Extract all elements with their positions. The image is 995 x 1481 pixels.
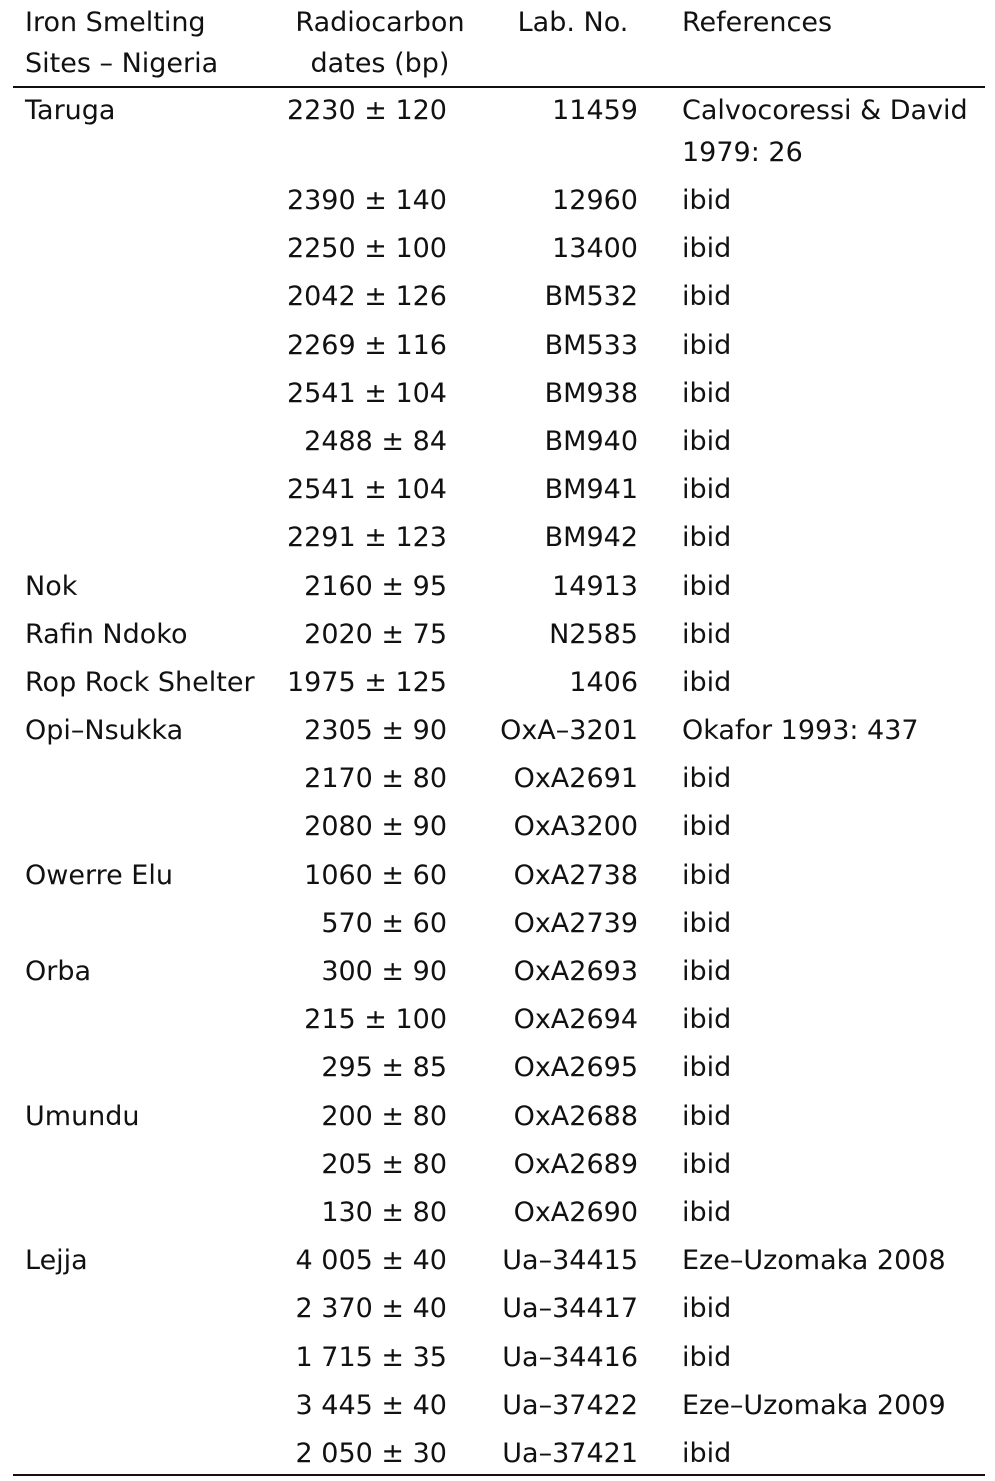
table-row (13, 1096, 985, 1144)
table-row (13, 566, 985, 614)
reference-cell: ibid (682, 859, 732, 891)
date-cell: 2269 ± 116 (286, 329, 447, 361)
date-cell: 2020 ± 75 (304, 618, 447, 650)
reference-cell: ibid (682, 1148, 732, 1180)
date-cell: 2 050 ± 30 (295, 1437, 447, 1469)
table-row (13, 1385, 985, 1433)
table-row (13, 469, 985, 517)
table-row (13, 758, 985, 806)
header-site-line2: Sites – Nigeria (25, 48, 219, 79)
site-cell: Opi–Nsukka (25, 715, 184, 747)
reference-cell: ibid (682, 666, 732, 698)
header-site (25, 2, 275, 84)
lab-no-cell: OxA2688 (513, 1100, 638, 1132)
date-cell: 2305 ± 90 (304, 715, 447, 747)
date-cell: 1 715 ± 35 (295, 1341, 447, 1373)
table-row (13, 1047, 985, 1095)
site-cell: Nok (25, 570, 78, 602)
reference-cell: ibid (682, 1100, 732, 1132)
date-cell: 4 005 ± 40 (295, 1245, 447, 1277)
reference-cell: ibid (682, 185, 732, 216)
table-row (13, 421, 985, 469)
site-cell: Orba (25, 956, 92, 987)
site-cell: Owerre Elu (25, 859, 173, 891)
reference-cell: Okafor 1993: 437 (682, 715, 919, 747)
date-cell: 2541 ± 104 (286, 474, 447, 506)
table-row (13, 276, 985, 324)
lab-no-cell: BM941 (544, 474, 638, 506)
header-site-line1: Iron Smelting (25, 7, 206, 38)
lab-no-cell: 12960 (552, 185, 638, 216)
table-row (13, 710, 985, 758)
date-cell: 205 ± 80 (321, 1148, 447, 1180)
lab-no-cell: 1406 (569, 666, 638, 698)
reference-cell: ibid (682, 618, 732, 650)
date-cell: 2170 ± 80 (304, 763, 447, 795)
date-cell: 2230 ± 120 (286, 95, 447, 126)
reference-cell: ibid (682, 281, 732, 313)
lab-no-cell: BM942 (544, 522, 638, 554)
table-row (13, 999, 985, 1047)
date-cell: 295 ± 85 (321, 1052, 447, 1084)
lab-no-cell: OxA2689 (513, 1148, 638, 1180)
table-row (13, 1288, 985, 1336)
lab-no-cell: OxA2693 (513, 956, 638, 987)
reference-cell: ibid (682, 1437, 732, 1469)
date-cell: 130 ± 80 (321, 1196, 447, 1228)
bottom-rule (13, 1474, 985, 1476)
table-row (13, 614, 985, 662)
header-date (285, 2, 475, 84)
table-row (13, 517, 985, 565)
reference-cell: ibid (682, 425, 732, 457)
header-date-line2: dates (bp) (310, 48, 450, 79)
lab-no-cell: N2585 (549, 618, 638, 650)
table-row (13, 325, 985, 373)
reference-cell: ibid (682, 1004, 732, 1036)
table-row (13, 1192, 985, 1240)
lab-no-cell: 13400 (552, 233, 638, 265)
radiocarbon-dates-table (13, 0, 985, 1469)
lab-no-cell: OxA2690 (513, 1196, 638, 1228)
table-row (13, 1240, 985, 1288)
reference-cell: ibid (682, 233, 732, 265)
table-row (13, 662, 985, 710)
date-cell: 1060 ± 60 (304, 859, 447, 891)
table-row (13, 373, 985, 421)
table-body (13, 90, 985, 1481)
lab-no-cell: Ua–37421 (502, 1437, 638, 1469)
lab-no-cell: OxA2694 (513, 1004, 638, 1036)
reference-cell: ibid (682, 474, 732, 506)
reference-cell: Calvocoressi & David 1979: 26 (682, 95, 968, 168)
lab-no-cell: OxA3200 (513, 811, 638, 843)
site-cell: Umundu (25, 1100, 140, 1132)
date-cell: 300 ± 90 (321, 956, 447, 987)
table-header (13, 0, 985, 86)
reference-cell: ibid (682, 1293, 732, 1325)
table-row (13, 1337, 985, 1385)
reference-cell: ibid (682, 522, 732, 554)
table-row (13, 180, 985, 228)
reference-cell: ibid (682, 811, 732, 843)
lab-no-cell: Ua–34417 (502, 1293, 638, 1325)
date-cell: 2291 ± 123 (286, 522, 447, 554)
date-cell: 1975 ± 125 (286, 666, 447, 698)
reference-cell: ibid (682, 763, 732, 795)
reference-cell: ibid (682, 329, 732, 361)
header-lab-no: Lab. No. (517, 7, 629, 38)
header-date-line1: Radiocarbon (295, 7, 465, 38)
reference-cell: Eze–Uzomaka 2008 (682, 1245, 946, 1277)
lab-no-cell: 14913 (552, 570, 638, 602)
lab-no-cell: Ua–34415 (502, 1245, 638, 1277)
date-cell: 2541 ± 104 (286, 377, 447, 409)
table-row (13, 1144, 985, 1192)
header-rule (13, 86, 985, 88)
date-cell: 2390 ± 140 (286, 185, 447, 216)
table-row (13, 228, 985, 276)
table-row (13, 951, 985, 999)
date-cell: 2080 ± 90 (304, 811, 447, 843)
lab-no-cell: OxA–3201 (500, 715, 638, 747)
reference-cell: ibid (682, 1196, 732, 1228)
site-cell: Lejja (25, 1245, 88, 1277)
date-cell: 2488 ± 84 (304, 425, 447, 457)
date-cell: 215 ± 100 (304, 1004, 447, 1036)
lab-no-cell: BM938 (544, 377, 638, 409)
lab-no-cell: 11459 (552, 95, 638, 126)
table-row (13, 903, 985, 951)
lab-no-cell: OxA2739 (513, 907, 638, 939)
date-cell: 2 370 ± 40 (295, 1293, 447, 1325)
date-cell: 2042 ± 126 (286, 281, 447, 313)
reference-cell: ibid (682, 956, 732, 987)
lab-no-cell: Ua–34416 (502, 1341, 638, 1373)
date-cell: 2250 ± 100 (286, 233, 447, 265)
lab-no-cell: OxA2695 (513, 1052, 638, 1084)
lab-no-cell: BM940 (544, 425, 638, 457)
reference-cell: ibid (682, 377, 732, 409)
table-row (13, 855, 985, 903)
lab-no-cell: Ua–37422 (502, 1389, 638, 1421)
lab-no-cell: BM532 (544, 281, 638, 313)
header-references: References (682, 7, 833, 38)
reference-cell: ibid (682, 1052, 732, 1084)
site-cell: Rafin Ndoko (25, 618, 188, 650)
reference-cell: ibid (682, 907, 732, 939)
date-cell: 200 ± 80 (321, 1100, 447, 1132)
reference-cell: Eze–Uzomaka 2009 (682, 1389, 946, 1421)
lab-no-cell: OxA2691 (513, 763, 638, 795)
lab-no-cell: BM533 (544, 329, 638, 361)
date-cell: 3 445 ± 40 (295, 1389, 447, 1421)
reference-cell: ibid (682, 1341, 732, 1373)
lab-no-cell: OxA2738 (513, 859, 638, 891)
date-cell: 2160 ± 95 (304, 570, 447, 602)
table-row (13, 90, 985, 180)
site-cell: Rop Rock Shelter (25, 666, 255, 698)
date-cell: 570 ± 60 (321, 907, 447, 939)
reference-cell: ibid (682, 570, 732, 602)
table-row (13, 806, 985, 854)
site-cell: Taruga (25, 95, 116, 126)
